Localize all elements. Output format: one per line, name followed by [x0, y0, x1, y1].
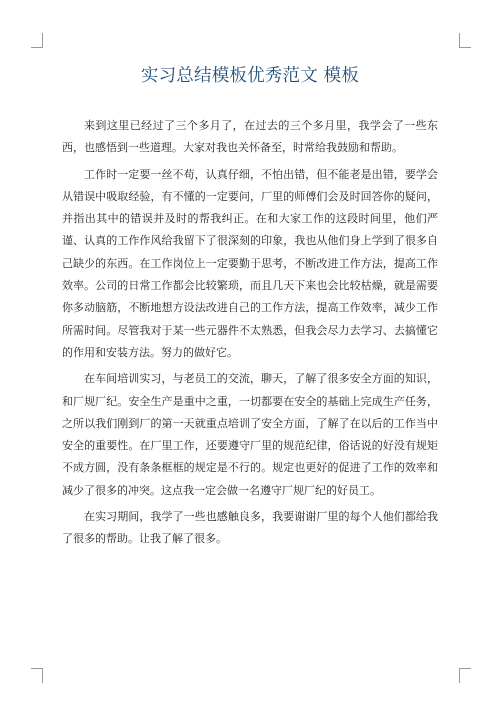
crop-mark-bottom-left	[31, 668, 43, 683]
paragraph: 在车间培训实习，与老员工的交流，聊天，了解了很多安全方面的知识，和厂规厂纪。安全生产是重中之重，一切都要在安全的基础上完成生产任务，之所以我们刚到厂的第一天就重点培训了安全方面，了解了在以后的工作当中安全的重要性。在厂里工作，还要遵守厂里的规范纪律，俗话说的好没有规矩不成方圆，没有条条框框的规定是不行的。规定也更好的促进了工作的效率和减少了很多的冲突。这点我一定会做一名遵守厂规厂纪的好员工。	[62, 372, 438, 497]
document-body	[62, 115, 438, 555]
crop-mark-top-right	[459, 33, 471, 48]
document-title: 实习总结模板优秀范文 模板	[140, 66, 360, 86]
paragraph: 来到这里已经过了三个多月了，在过去的三个多月里，我学会了一些东西，也感悟到一些道理。大家对我也关怀备至，时常给我鼓励和帮助。	[62, 119, 438, 155]
crop-mark-bottom-right	[459, 668, 471, 683]
paragraph: 在实习期间，我学了一些也感触良多，我要谢谢厂里的每个人他们都给我了很多的帮助。让我了解了很多。	[62, 510, 438, 546]
crop-mark-top-left	[31, 33, 43, 48]
paragraph: 工作时一定要一丝不苟，认真仔细，不怕出错，但不能老是出错，要学会从错误中吸取经验，有不懂的一定要问，厂里的师傅们会及时回答你的疑问，并指出其中的错误并及时的帮我纠正。在和大家工作的这段时间里，他们严谨、认真的工作作风给我留下了很深刻的印象，我也从他们身上学到了很多自己缺少的东西。在工作岗位上一定要勤于思考，不断改进工作方法，提高工作效率。公司的日常工作都会比较繁琐，而且几天下来也会比较枯燥，就是需要你多动脑筋，不断地想方设法改进自己的工作方法，提高工作效率，减少工作所需时间。尽管我对于某一些元器件不太熟悉，但我会尽力去学习、去搞懂它的作用和安装方法。努力的做好它。	[62, 167, 438, 359]
